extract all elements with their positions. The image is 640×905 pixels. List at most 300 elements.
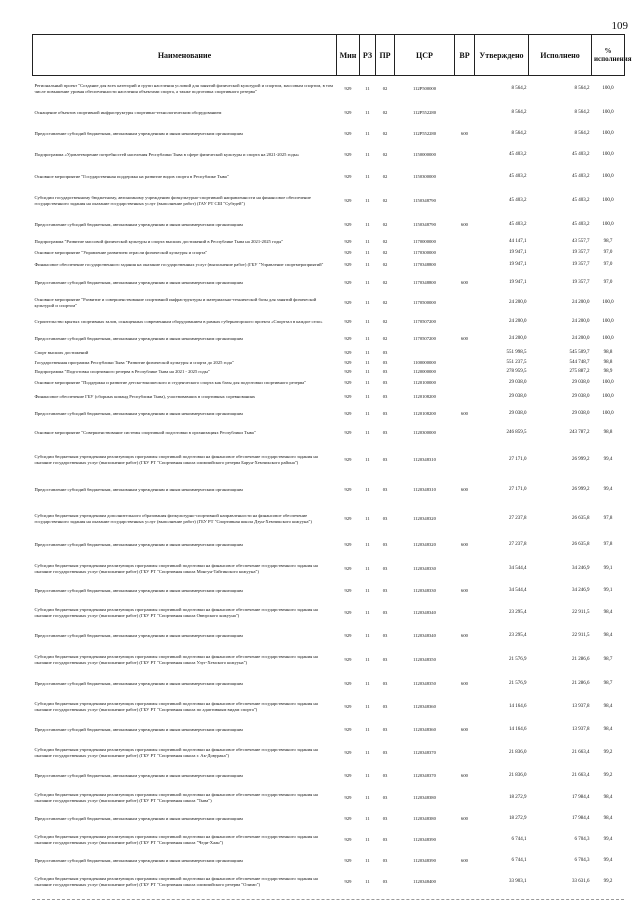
cell-vr [455, 236, 475, 249]
cell-name: Спорт высших достижений [34, 349, 89, 355]
cell-vr [455, 76, 475, 102]
cell-approved: 45 403,2 [509, 221, 527, 227]
cell-pr: 03 [382, 726, 388, 732]
header-approved: Утверждено [475, 35, 529, 76]
cell-name: Предоставление субсидий бюджетным, автономным учреждениям и иным некоммерческим организациям [34, 130, 243, 136]
cell-rz: 11 [365, 587, 370, 593]
cell-vr [455, 739, 475, 767]
cell-csr: 1120300000 [413, 429, 436, 435]
cell-executed: 26 999,2 [572, 456, 590, 462]
cell-min: 929 [344, 109, 352, 115]
cell-executed: 19 357,7 [572, 261, 590, 267]
cell-min: 929 [344, 151, 352, 157]
cell-min: 929 [344, 261, 352, 267]
cell-rz: 11 [365, 656, 370, 662]
cell-percent: 99,4 [603, 857, 613, 863]
cell-csr: 1150348790 [413, 221, 436, 227]
cell-approved: 34 544,4 [509, 565, 527, 571]
cell-min: 929 [344, 197, 352, 203]
cell-csr: 1150348790 [413, 197, 436, 203]
cell-approved: 19 947,1 [509, 279, 527, 285]
cell-csr: 1120000000 [413, 369, 436, 374]
cell-approved: 21 576,9 [509, 680, 527, 686]
cell-name: Предоставление субсидий бюджетным, автономным учреждениям и иным некоммерческим организациям [34, 680, 243, 686]
cell-approved: 45 403,2 [509, 197, 527, 203]
cell-executed: 8 564,2 [574, 109, 590, 115]
cell-name: Субсидии бюджетным учреждениям реализующих программы спортивной подготовки на финансовое обеспечение государственного задания на оказание государственных услуг (выполнение работ) (ГБУ РТ "Спортивная школа Улуг-Хемского кожууна") [34, 653, 318, 665]
cell-executed: 13 937,8 [572, 703, 590, 709]
cell-executed: 8 564,2 [574, 85, 590, 91]
table-row [33, 405, 625, 423]
cell-min: 929 [344, 703, 352, 709]
cell-vr [455, 645, 475, 675]
cell-rz: 11 [365, 772, 370, 778]
cell-pr: 03 [382, 541, 388, 547]
cell-percent: 99,2 [603, 878, 613, 884]
cell-min: 929 [344, 772, 352, 778]
cell-rz: 11 [365, 369, 370, 374]
cell-percent: 98,9 [603, 369, 613, 374]
cell-csr: 1120348380 [413, 794, 436, 800]
cell-pr: 03 [382, 456, 388, 462]
table-row [33, 827, 625, 853]
cell-csr: 1120348310 [413, 456, 436, 462]
cell-executed: 24 200,0 [572, 318, 590, 324]
cell-name: Субсидии бюджетным учреждениям реализующих программы спортивной подготовки на финансовое обеспечение государственного задания на оказание государственных услуг (выполнение работ) (ГБУ РТ "Спортивная школа олимпийского резерва "Олимп") [34, 875, 318, 887]
cell-executed: 6 704,3 [574, 836, 590, 842]
cell-csr: 1120348330 [413, 565, 436, 571]
cell-min: 929 [344, 794, 352, 800]
cell-rz: 11 [365, 173, 370, 179]
table-row [33, 583, 625, 599]
cell-csr: 1170348800 [413, 261, 436, 267]
cell-name: Субсидии государственному бюджетному, автономному учреждению физкультурно-спортивной направленности на финансовое обеспечение государственного задания на оказание государственных услуг (выполнение работ) (ГАУ РТ СШ "Субедей") [34, 194, 311, 206]
cell-min: 929 [344, 632, 352, 638]
cell-name: Основное мероприятие "Развитие и совершенствование спортивной инфраструктуры и материально-технической базы для занятий физической культурой и спортом" [34, 297, 317, 308]
table-row [33, 555, 625, 583]
cell-vr [455, 258, 475, 272]
page-number: 109 [611, 20, 628, 32]
cell-approved: 24 200,0 [509, 318, 527, 324]
cell-executed: 34 246,9 [572, 587, 590, 593]
table-row [33, 76, 625, 102]
cell-executed: 45 403,2 [572, 151, 590, 157]
cell-min: 929 [344, 609, 352, 615]
cell-pr: 03 [382, 656, 388, 662]
cell-min: 929 [344, 456, 352, 462]
cell-percent: 99,4 [603, 486, 613, 492]
cell-pr: 03 [382, 369, 388, 374]
cell-rz: 11 [365, 609, 370, 615]
cell-min: 929 [344, 857, 352, 863]
table-row [33, 767, 625, 785]
cell-min: 929 [344, 749, 352, 755]
cell-percent: 99,4 [603, 836, 613, 842]
cell-pr: 03 [382, 794, 388, 800]
cell-min: 929 [344, 878, 352, 884]
cell-vr: 600 [461, 130, 468, 136]
cell-csr: 1120348320 [413, 541, 436, 547]
table-row [33, 258, 625, 272]
cell-vr: 600 [461, 336, 468, 341]
cell-rz: 11 [365, 878, 370, 884]
cell-rz: 11 [365, 318, 370, 324]
cell-approved: 6 744,1 [511, 836, 527, 842]
cell-min: 929 [344, 486, 352, 492]
cell-vr [455, 389, 475, 405]
cell-rz: 11 [365, 515, 370, 521]
cell-pr: 03 [382, 703, 388, 709]
cell-rz: 11 [365, 632, 370, 638]
cell-percent: 100,0 [602, 393, 614, 399]
cell-pr: 02 [382, 221, 388, 227]
header-min: Мин [337, 35, 360, 76]
cell-approved: 18 272,9 [509, 815, 527, 821]
cell-name: Субсидии бюджетным учреждениям реализующих программы спортивной подготовки на финансовое обеспечение государственного задания на оказание государственных услуг (выполнение работ) (ГБУ РТ "Спортивная школа Овюрского кожууна") [34, 606, 318, 618]
cell-csr: 1120348330 [413, 587, 436, 593]
cell-vr: 600 [461, 410, 468, 416]
cell-name: Подпрограмма «Удовлетворение потребностей населения Республики Тыва в сфере физической культуры и спорта на 2021-2025 годы» [34, 151, 300, 157]
table-row [33, 693, 625, 721]
table-row [33, 599, 625, 627]
cell-approved: 24 200,0 [509, 336, 527, 341]
cell-rz: 11 [365, 857, 370, 863]
cell-pr: 02 [382, 250, 388, 255]
cell-approved: 29 038,0 [509, 410, 527, 416]
cell-vr [455, 599, 475, 627]
cell-approved: 8 564,2 [511, 109, 527, 115]
cell-percent: 98,4 [603, 609, 613, 615]
cell-name: Предоставление субсидий бюджетным, автономным учреждениям и иным некоммерческим организациям [34, 772, 243, 778]
cell-name: Основное мероприятие "Поддержка и развитие детско-юношеского и студенческого спорта как базы для подготовки спортивного резерва" [34, 379, 307, 385]
table-row [33, 853, 625, 869]
cell-executed: 22 911,5 [572, 609, 590, 615]
cell-pr: 02 [382, 300, 388, 305]
cell-approved: 8 564,2 [511, 85, 527, 91]
cell-percent: 100,0 [602, 300, 614, 305]
cell-approved: 45 403,2 [509, 173, 527, 179]
cell-vr [455, 144, 475, 166]
table-row [33, 188, 625, 214]
cell-approved: 19 947,1 [509, 250, 527, 255]
cell-executed: 21 663,4 [572, 749, 590, 755]
cell-pr: 02 [382, 279, 388, 285]
cell-approved: 21 576,9 [509, 656, 527, 662]
cell-vr [455, 693, 475, 721]
cell-approved: 23 295,4 [509, 609, 527, 615]
cell-csr: 1120108200 [413, 393, 436, 399]
cell-name: Субсидии бюджетным учреждениям реализующих программы спортивной подготовки на финансовое обеспечение государственного задания на оказание государственных услуг (выполнение работ) (ГБУ РТ "Спортивная школа олимпийского резерва Барун-Хемчикского района") [34, 453, 318, 465]
cell-executed: 6 704,3 [574, 857, 590, 863]
cell-executed: 43 557,7 [572, 239, 590, 244]
cell-csr: 1120348400 [413, 878, 436, 884]
cell-approved: 33 903,1 [509, 878, 527, 884]
header-name: Наименование [33, 35, 337, 76]
table-row [33, 166, 625, 188]
cell-pr: 02 [382, 109, 388, 115]
cell-min: 929 [344, 541, 352, 547]
cell-min: 929 [344, 279, 352, 285]
cell-approved: 44 147,1 [509, 239, 527, 244]
cell-approved: 551 998,5 [506, 349, 527, 355]
cell-percent: 98,4 [603, 632, 613, 638]
cell-name: Предоставление субсидий бюджетным, автономным учреждениям и иным некоммерческим организациям [34, 815, 243, 821]
cell-percent: 98,4 [603, 815, 613, 821]
cell-executed: 21 663,4 [572, 772, 590, 778]
cell-executed: 13 937,8 [572, 726, 590, 732]
cell-name: Основное мероприятие "Государственная поддержка на развитие видов спорта в Республике Тыва" [34, 173, 229, 179]
header-executed: Исполнено [529, 35, 592, 76]
table-row [33, 102, 625, 124]
cell-min: 929 [344, 429, 352, 435]
cell-pr: 03 [382, 772, 388, 778]
cell-pr: 03 [382, 609, 388, 615]
cell-approved: 27 237,8 [509, 541, 527, 547]
cell-csr: 112P552280 [412, 130, 437, 136]
cell-pr: 03 [382, 393, 388, 399]
cell-csr: 1120348340 [413, 632, 436, 638]
cell-percent: 100,0 [602, 197, 614, 203]
cell-percent: 99,2 [603, 749, 613, 755]
cell-percent: 100,0 [602, 109, 614, 115]
cell-pr: 02 [382, 197, 388, 203]
cell-pr: 03 [382, 632, 388, 638]
cell-vr: 600 [461, 680, 468, 686]
cell-vr [455, 166, 475, 188]
budget-table [32, 34, 632, 895]
table-row [33, 477, 625, 503]
cell-percent: 98,8 [603, 359, 613, 365]
cell-executed: 45 403,2 [572, 221, 590, 227]
cell-vr: 600 [461, 587, 468, 593]
table-header-row [33, 35, 625, 76]
cell-csr: 1170507200 [413, 336, 436, 341]
cell-pr: 02 [382, 130, 388, 136]
cell-percent: 100,0 [602, 130, 614, 136]
cell-rz: 11 [365, 393, 370, 399]
cell-pr: 03 [382, 486, 388, 492]
cell-executed: 33 631,6 [572, 878, 590, 884]
cell-executed: 21 286,6 [572, 680, 590, 686]
header-csr: ЦСР [395, 35, 455, 76]
cell-executed: 29 038,0 [572, 410, 590, 416]
cell-approved: 551 237,5 [506, 359, 527, 365]
cell-percent: 98,4 [603, 726, 613, 732]
cell-rz: 11 [365, 565, 370, 571]
cell-rz: 11 [365, 680, 370, 686]
cell-executed: 17 984,4 [572, 815, 590, 821]
cell-vr [455, 294, 475, 313]
cell-vr: 600 [461, 221, 468, 227]
cell-name: Подпрограмма "Подготовка спортивного резерва в Республике Тыва на 2021 - 2025 годы" [34, 369, 210, 374]
table-row [33, 443, 625, 477]
cell-rz: 11 [365, 794, 370, 800]
cell-percent: 98,7 [603, 239, 613, 244]
table-row [33, 535, 625, 555]
cell-executed: 19 357,7 [572, 250, 590, 255]
cell-csr: 1120348350 [413, 656, 436, 662]
cell-vr [455, 188, 475, 214]
cell-executed: 29 038,0 [572, 379, 590, 385]
cell-name: Предоставление субсидий бюджетным, автономным учреждениям и иным некоммерческим организациям [34, 632, 243, 638]
cell-pr: 03 [382, 359, 388, 365]
cell-executed: 8 564,2 [574, 130, 590, 136]
table-row [33, 144, 625, 166]
cell-vr: 600 [461, 541, 468, 547]
cell-rz: 11 [365, 109, 370, 115]
cell-csr [395, 348, 455, 358]
cell-executed: 24 200,0 [572, 336, 590, 341]
cell-min: 929 [344, 836, 352, 842]
header-pr: ПР [376, 35, 395, 76]
cell-percent: 98,8 [603, 429, 613, 435]
cell-executed: 19 357,7 [572, 279, 590, 285]
cell-pr: 02 [382, 336, 388, 341]
cell-pr: 03 [382, 815, 388, 821]
cell-vr: 600 [461, 632, 468, 638]
cell-approved: 246 859,5 [506, 429, 527, 435]
cell-csr: 1120100000 [413, 379, 436, 385]
cell-executed: 45 403,2 [572, 173, 590, 179]
cell-min: 929 [344, 318, 352, 324]
cell-percent: 100,0 [602, 173, 614, 179]
table-row [33, 236, 625, 249]
cell-approved: 8 564,2 [511, 130, 527, 136]
cell-approved: 45 403,2 [509, 151, 527, 157]
cell-rz: 11 [365, 130, 370, 136]
cell-approved: 14 164,6 [509, 726, 527, 732]
cell-name: Субсидии бюджетным учреждениям реализующих программы спортивной подготовки на финансовое обеспечение государственного задания на оказание государственных услуг (выполнение работ) (ГБУ РТ "Спортивная школа по адаптивным видам спорта") [34, 700, 318, 712]
table-row [33, 331, 625, 348]
cell-min: 929 [344, 349, 352, 355]
cell-pr: 03 [382, 878, 388, 884]
cell-rz: 11 [365, 261, 370, 267]
table-row [33, 785, 625, 811]
cell-approved: 18 272,9 [509, 794, 527, 800]
cell-approved: 27 171,0 [509, 486, 527, 492]
table-row [33, 124, 625, 144]
header-rz: РЗ [360, 35, 376, 76]
cell-min: 929 [344, 726, 352, 732]
cell-min: 929 [344, 410, 352, 416]
cell-vr: 600 [461, 772, 468, 778]
cell-min: 929 [344, 85, 352, 91]
cell-min: 929 [344, 515, 352, 521]
table-row [33, 423, 625, 443]
cell-name: Субсидии бюджетным учреждениям реализующих программы спортивной подготовки на финансовое обеспечение государственного задания на оказание государственных услуг (выполнение работ) (ГБУ РТ "Спортивная школа г. Ак-Довурака") [34, 746, 318, 758]
cell-csr: 1120348320 [413, 515, 436, 521]
cell-csr: 1120348380 [413, 815, 436, 821]
cell-name: Финансовое обеспечение ГБУ (сборных команд Республики Тыва), участвовавших в спортивных соревнованиях [34, 393, 256, 399]
cell-rz: 11 [365, 429, 370, 435]
cell-csr: 1120348370 [413, 772, 436, 778]
cell-min: 929 [344, 565, 352, 571]
cell-min: 929 [344, 221, 352, 227]
cell-vr: 600 [461, 857, 468, 863]
cell-name: Предоставление субсидий бюджетным, автономным учреждениям и иным некоммерческим организациям [34, 486, 243, 492]
cell-vr [455, 443, 475, 477]
cell-rz: 11 [365, 379, 370, 385]
cell-percent: 97,0 [603, 261, 613, 267]
cell-pr: 03 [382, 836, 388, 842]
cell-percent: 97,8 [603, 541, 613, 547]
cell-vr [455, 377, 475, 389]
cell-csr: 1120348310 [413, 486, 436, 492]
table-row [33, 294, 625, 313]
cell-name: Предоставление субсидий бюджетным, автономным учреждениям и иным некоммерческим организациям [34, 410, 243, 416]
cell-pr: 02 [382, 151, 388, 157]
cell-pr: 03 [382, 565, 388, 571]
cell-percent: 99,1 [603, 565, 613, 571]
cell-name: Основное мероприятие "Управление развитием отрасли физической культуры и спорта" [34, 250, 208, 255]
cell-csr: 1170507200 [413, 318, 436, 324]
cell-rz: 11 [365, 703, 370, 709]
cell-vr: 600 [461, 726, 468, 732]
cell-rz: 11 [365, 486, 370, 492]
cell-min: 929 [344, 379, 352, 385]
cell-csr: 1120348350 [413, 680, 436, 686]
cell-approved: 21 836,0 [509, 772, 527, 778]
cell-executed: 275 887,2 [569, 369, 590, 374]
cell-rz: 11 [365, 250, 370, 255]
table-row [33, 627, 625, 645]
cell-name: Предоставление субсидий бюджетным, автономным учреждениям и иным некоммерческим организациям [34, 857, 243, 863]
cell-vr [455, 358, 475, 368]
cell-approved: 19 947,1 [509, 261, 527, 267]
table-row [33, 377, 625, 389]
cell-csr: 1150000000 [413, 151, 436, 157]
cell-vr: 600 [461, 486, 468, 492]
cell-vr: 600 [461, 279, 468, 285]
cell-rz: 11 [365, 300, 370, 305]
cell-min: 929 [344, 130, 352, 136]
cell-name: Финансовое обеспечение государственного задания на оказание государственных услуг (выполнение работ) (ГБУ "Управление спортмероприятий" [34, 261, 324, 267]
cell-percent: 99,4 [603, 456, 613, 462]
cell-pr: 02 [382, 239, 388, 244]
cell-csr: 1170300000 [413, 250, 436, 255]
cell-rz: 11 [365, 749, 370, 755]
cell-percent: 98,8 [603, 349, 613, 355]
table-row [33, 368, 625, 377]
cell-min: 929 [344, 239, 352, 244]
cell-percent: 97,0 [603, 250, 613, 255]
table-row [33, 503, 625, 535]
table-row [33, 739, 625, 767]
cell-pr: 02 [382, 173, 388, 179]
cell-executed: 243 787,2 [569, 429, 590, 435]
cell-vr [455, 102, 475, 124]
cell-percent: 100,0 [602, 85, 614, 91]
cell-executed: 22 911,5 [572, 632, 590, 638]
cell-min: 929 [344, 369, 352, 374]
cell-percent: 100,0 [602, 151, 614, 157]
cell-csr: 1120348370 [413, 749, 436, 755]
cell-min: 929 [344, 587, 352, 593]
cell-percent: 98,4 [603, 703, 613, 709]
cell-approved: 14 164,6 [509, 703, 527, 709]
cell-rz: 11 [365, 541, 370, 547]
cell-rz: 11 [365, 239, 370, 244]
cell-csr: 1120348360 [413, 703, 436, 709]
cell-csr: 1170000000 [413, 239, 436, 244]
cell-vr [455, 423, 475, 443]
cell-min: 929 [344, 815, 352, 821]
cell-rz: 11 [365, 197, 370, 203]
cell-pr: 03 [382, 857, 388, 863]
cell-min: 929 [344, 680, 352, 686]
cell-vr [455, 313, 475, 331]
header-percent: % исполнения [592, 35, 625, 76]
